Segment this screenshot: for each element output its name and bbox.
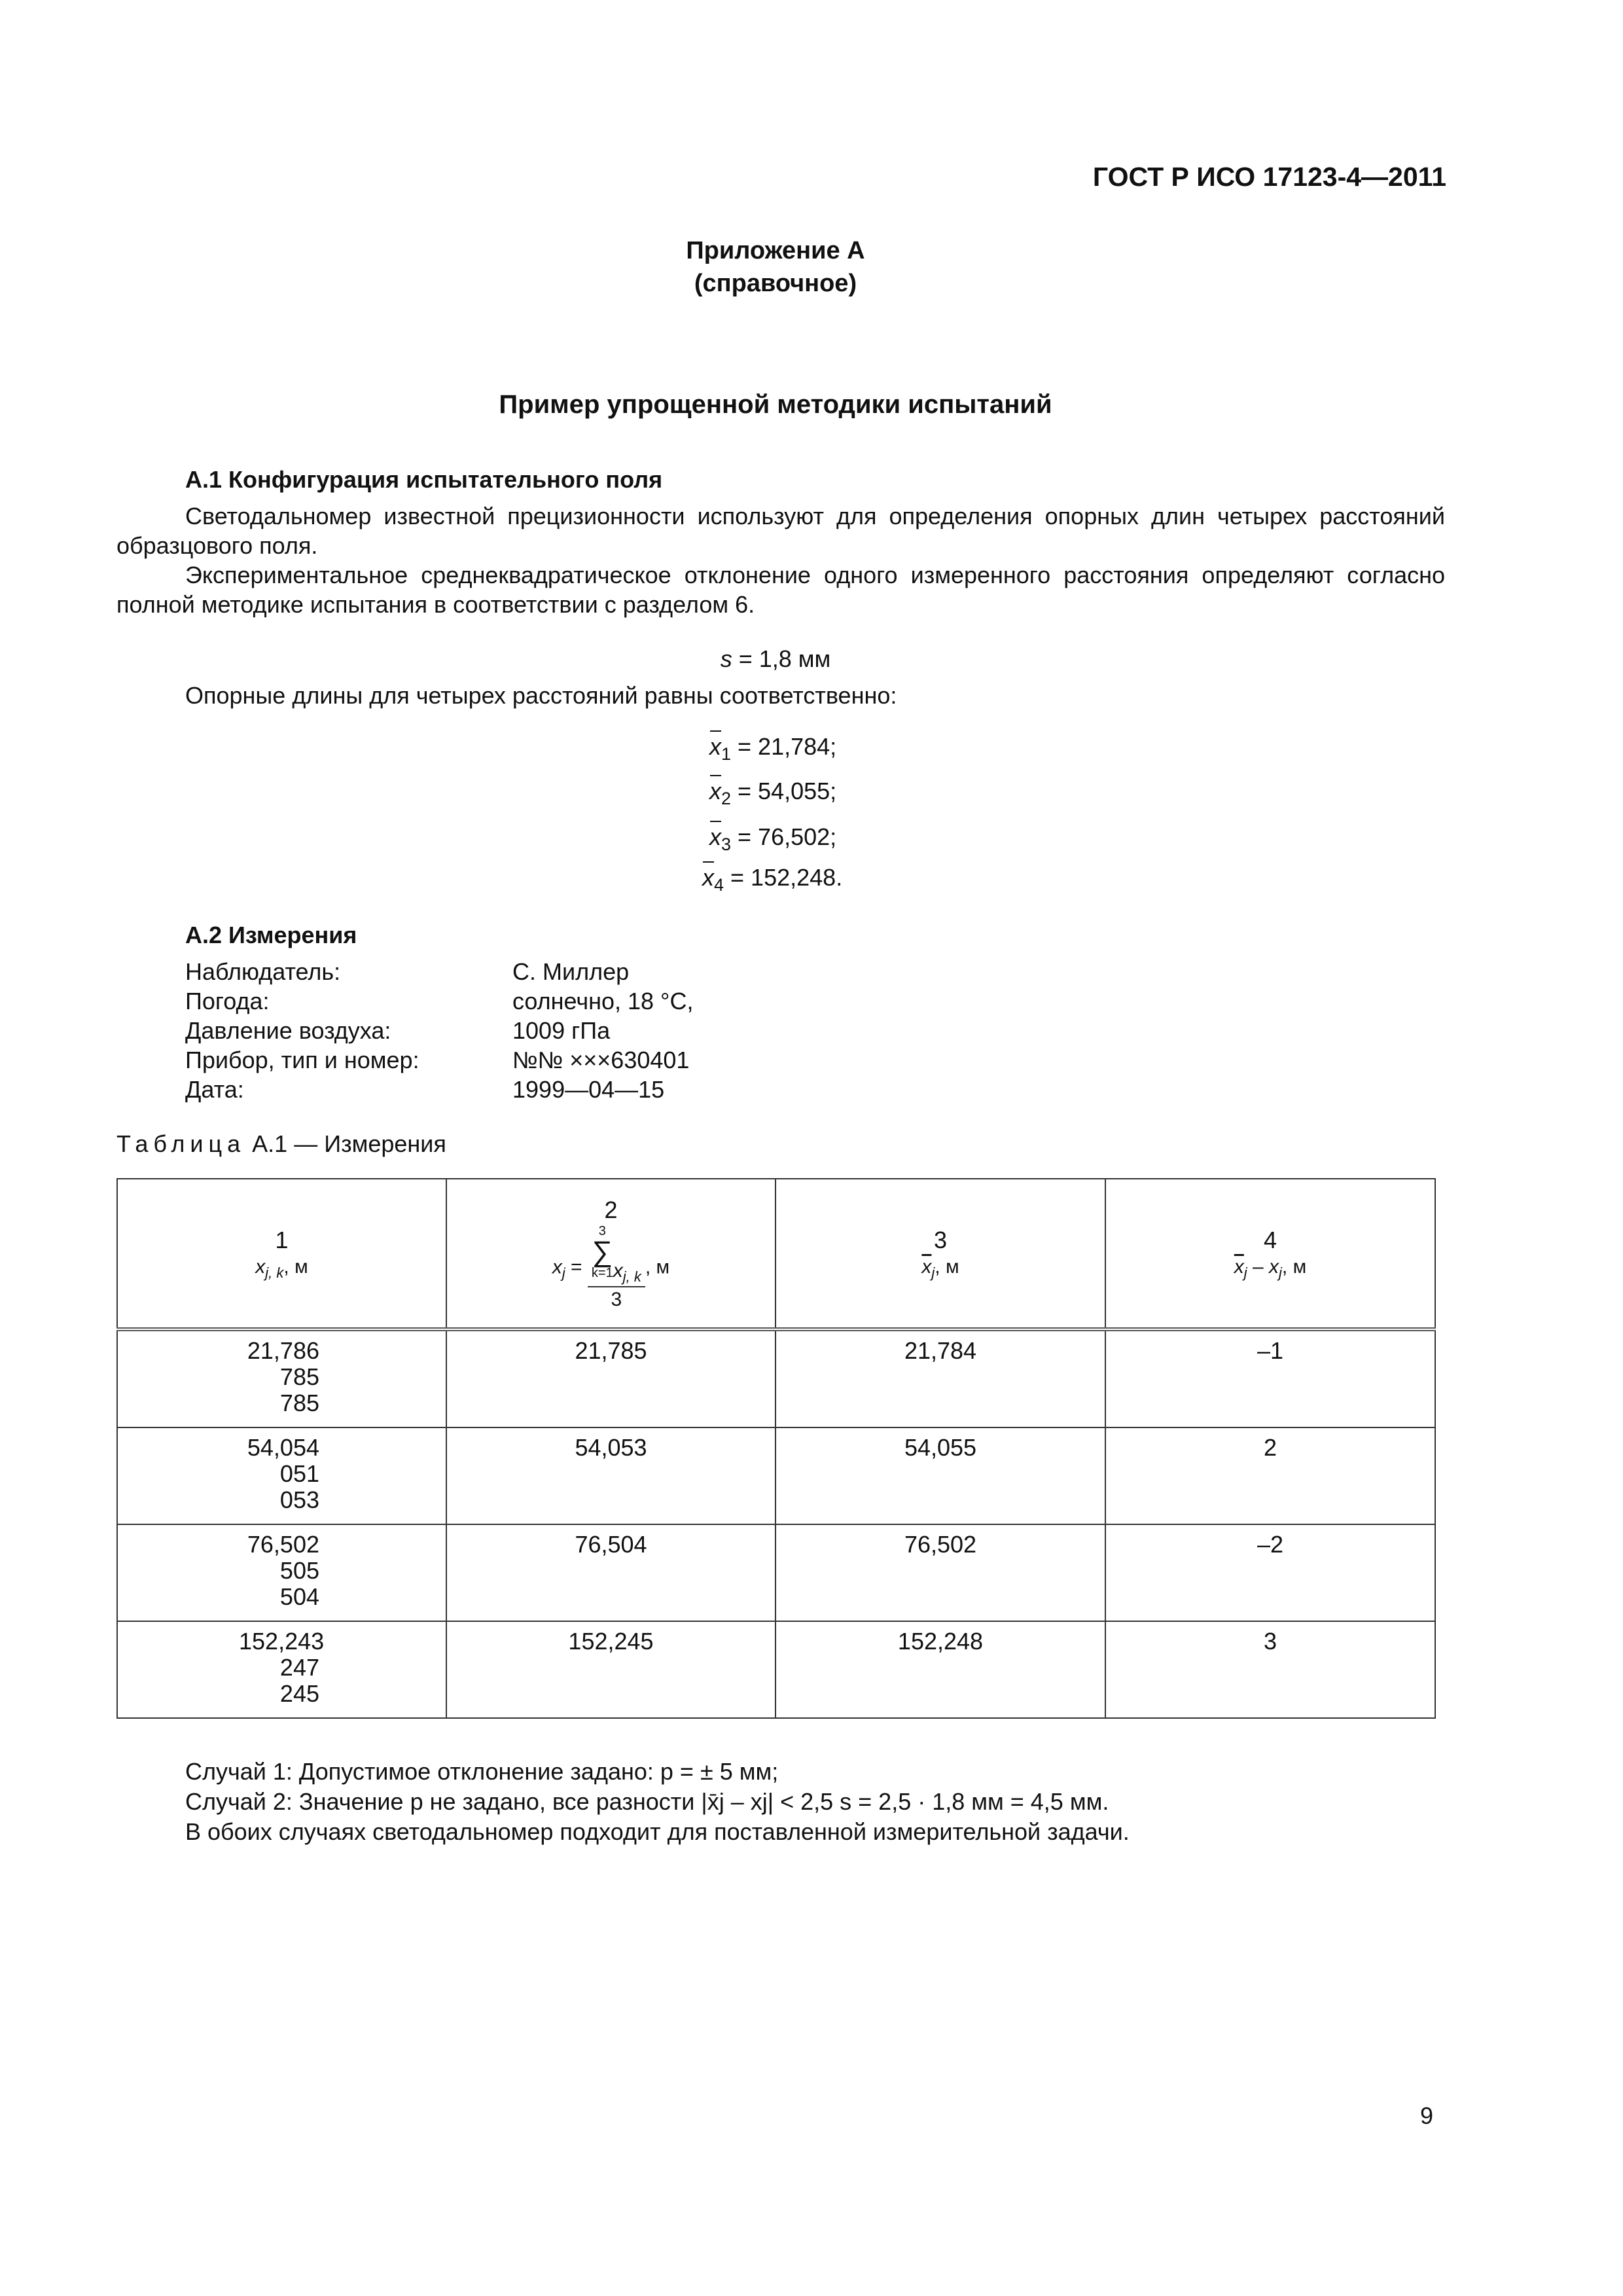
meta-value-pressure: 1009 гПа — [512, 1017, 611, 1044]
xbar-index: 1 — [721, 744, 732, 764]
cell-mean — [446, 1524, 776, 1621]
paragraph-1-text: Светодальномер известной прецизионности используют для определения опорных длин четырех расстояний образцового поля. — [116, 503, 1445, 559]
measurement-value: 152,243 — [239, 1628, 325, 1655]
reference-value: = 21,784; — [731, 733, 837, 760]
s-value: = 1,8 мм — [732, 645, 831, 672]
difference-value: 3 — [1263, 1628, 1277, 1655]
cell-measurements — [117, 1329, 446, 1427]
reference-length-3 — [709, 822, 919, 856]
cell-difference — [1105, 1524, 1435, 1621]
conclusion-text: В обоих случаях светодальномер подходит для поставленной измерительной задачи. — [185, 1818, 1130, 1845]
mean-formula: $x_j$ = 3 ∑ k=1 $x_{j, k}$ 3 , м — [447, 1225, 775, 1312]
meta-value-weather: солнечно, 18 °С, — [512, 988, 694, 1014]
appendix-subtitle: (справочное) — [694, 270, 857, 297]
s-formula — [0, 644, 1551, 673]
table-caption-title: А.1 — Измерения — [245, 1130, 446, 1157]
column-header-3 — [776, 1179, 1105, 1329]
xbar-symbol: x — [702, 864, 714, 891]
document-code: ГОСТ Р ИСО 17123-4—2011 — [1092, 162, 1446, 192]
table-row — [117, 1329, 1435, 1427]
table-row — [117, 1621, 1435, 1718]
section-a1-heading: А.1 Конфигурация испытательного поля — [185, 466, 663, 493]
cell-reference — [776, 1621, 1105, 1718]
reference-value: 76,502 — [904, 1531, 977, 1558]
column-symbol: $\overline{x}_j - x_j$, м — [1234, 1255, 1307, 1281]
mean-value: 76,504 — [575, 1531, 647, 1558]
reference-value: = 76,502; — [731, 823, 837, 850]
column-header-4 — [1105, 1179, 1435, 1329]
measurement-value: 21,786 — [247, 1337, 319, 1364]
measurement-value: 785 — [279, 1363, 319, 1390]
xbar-index: 3 — [721, 834, 732, 854]
xbar-symbol: x — [709, 778, 721, 804]
measurement-value: 505 — [279, 1557, 319, 1584]
difference-value: –2 — [1257, 1531, 1284, 1558]
mean-value: 54,053 — [575, 1434, 647, 1461]
cell-difference — [1105, 1621, 1435, 1718]
column-number: 3 — [933, 1226, 948, 1253]
column-unit: , м — [1281, 1255, 1307, 1278]
cell-reference — [776, 1524, 1105, 1621]
column-unit: , м — [935, 1255, 959, 1278]
column-number: 1 — [275, 1226, 289, 1253]
meta-label-pressure: Давление воздуха: — [185, 1017, 391, 1044]
meta-value-instrument: №№ ×××630401 — [512, 1047, 690, 1073]
cell-mean — [446, 1427, 776, 1524]
mean-value: 21,785 — [575, 1337, 647, 1364]
cell-mean — [446, 1329, 776, 1427]
appendix-label: Приложение А — [686, 237, 865, 264]
reference-value: 54,055 — [904, 1434, 977, 1461]
meta-label-date: Дата: — [185, 1076, 244, 1103]
cell-difference — [1105, 1329, 1435, 1427]
column-symbol: $\overline{x}_j$, м — [921, 1255, 959, 1281]
column-header-1 — [117, 1179, 446, 1329]
cell-difference — [1105, 1427, 1435, 1524]
measurement-value: 504 — [279, 1583, 319, 1610]
measurement-value: 54,054 — [247, 1434, 319, 1461]
measurements-table — [116, 1178, 1436, 1719]
measurement-value: 051 — [279, 1460, 319, 1487]
column-number: 2 — [604, 1196, 618, 1223]
table-caption — [116, 1129, 446, 1158]
paragraph-1 — [116, 501, 1445, 560]
mean-value: 152,245 — [568, 1628, 654, 1655]
appendix-title — [0, 234, 1551, 300]
xbar-symbol: x — [709, 823, 721, 850]
table-row — [117, 1524, 1435, 1621]
meta-value-observer: С. Миллер — [512, 958, 630, 985]
measurement-value: 76,502 — [247, 1531, 319, 1558]
cell-reference — [776, 1329, 1105, 1427]
reference-intro: Опорные длины для четырех расстояний равны соответственно: — [185, 682, 897, 709]
cell-reference — [776, 1427, 1105, 1524]
meta-label-instrument: Прибор, тип и номер: — [185, 1047, 419, 1073]
main-title: Пример упрощенной методики испытаний — [499, 390, 1052, 419]
meta-value-date: 1999—04—15 — [512, 1076, 665, 1103]
s-symbol: s — [720, 645, 732, 672]
cell-measurements — [117, 1427, 446, 1524]
cell-measurements — [117, 1524, 446, 1621]
difference-value: –1 — [1257, 1337, 1284, 1364]
cell-mean — [446, 1621, 776, 1718]
meta-label-weather: Погода: — [185, 988, 270, 1014]
reference-length-4 — [702, 863, 912, 897]
table-header-row — [117, 1179, 1435, 1329]
reference-value: = 152,248. — [724, 864, 843, 891]
difference-value: 2 — [1263, 1434, 1277, 1461]
measurement-value: 245 — [279, 1680, 319, 1707]
measurement-value: 053 — [279, 1486, 319, 1513]
formula-fraction: 3 ∑ k=1 $x_{j, k}$ 3 — [588, 1225, 645, 1312]
table-row — [117, 1427, 1435, 1524]
reference-value: 152,248 — [897, 1628, 984, 1655]
case-1-text: Случай 1: Допустимое отклонение задано: p = ± 5 мм; — [185, 1758, 779, 1785]
table-caption-prefix: Таблица — [116, 1130, 246, 1157]
reference-length-1 — [709, 732, 919, 766]
measurement-value: 785 — [279, 1390, 319, 1416]
column-unit: , м — [283, 1255, 308, 1278]
meta-label-observer: Наблюдатель: — [185, 958, 341, 985]
measurement-value: 247 — [279, 1654, 319, 1681]
reference-value: 21,784 — [904, 1337, 977, 1364]
reference-length-2 — [709, 776, 919, 810]
column-number: 4 — [1263, 1226, 1277, 1253]
section-a2-heading: А.2 Измерения — [185, 922, 357, 948]
column-header-2 — [446, 1179, 776, 1329]
xbar-index: 2 — [721, 789, 732, 808]
reference-value: = 54,055; — [731, 778, 837, 804]
paragraph-2-text: Экспериментальное среднеквадратическое отклонение одного измеренного расстояния определяют согласно полной методике испытания в соответствии с разделом 6. — [116, 562, 1445, 618]
cell-measurements — [117, 1621, 446, 1718]
case-2-text: Случай 2: Значение p не задано, все разности |x̄j – xj| < 2,5 s = 2,5 · 1,8 мм = 4,5 мм. — [185, 1788, 1109, 1815]
column-unit: , м — [645, 1256, 670, 1278]
xbar-symbol: x — [709, 733, 721, 760]
xbar-index: 4 — [714, 875, 724, 895]
paragraph-2 — [116, 560, 1445, 619]
page-number: 9 — [1419, 2102, 1433, 2129]
column-symbol: $x_{j, k}$, м — [255, 1255, 308, 1281]
